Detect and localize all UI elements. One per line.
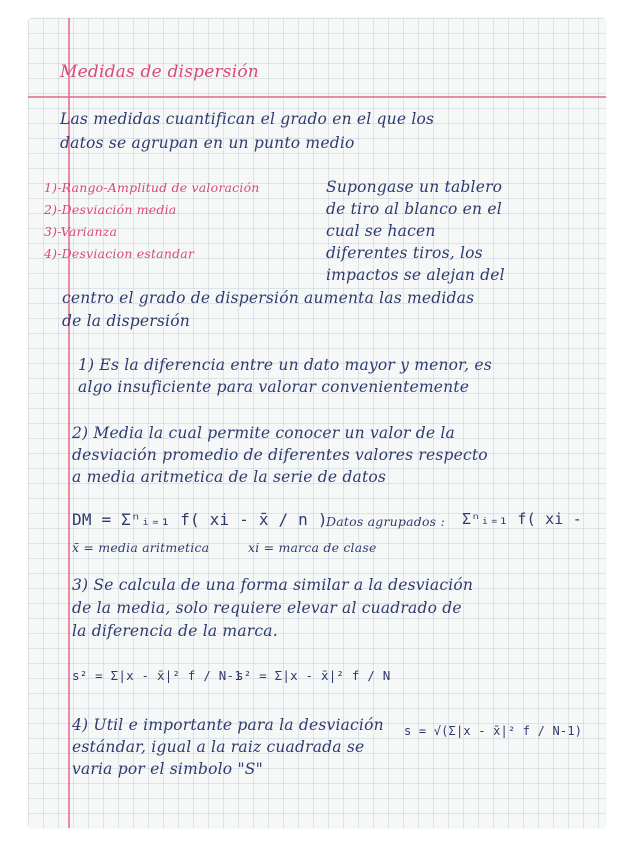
paragraph-line: 2) Media la cual permite conocer un valor de la <box>72 424 455 442</box>
paragraph-line: 4) Util e importante para la desviación <box>72 716 384 734</box>
example-line: Supongase un tablero <box>326 178 503 196</box>
example-line: cual se hacen <box>326 222 436 240</box>
list-item: 1)-Rango-Amplitud de valoración <box>44 180 260 195</box>
example-line: impactos se alejan del <box>326 266 505 284</box>
grouped-data-label: Datos agrupados : <box>326 514 445 529</box>
header-line <box>28 96 606 98</box>
conclusion-line: centro el grado de dispersión aumenta las medidas <box>62 289 475 307</box>
list-item: 4)-Desviacion estandar <box>44 246 195 261</box>
paragraph-line: varia por el simbolo "S" <box>72 760 263 778</box>
paragraph-line: 1) Es la diferencia entre un dato mayor y menor, es <box>78 356 492 374</box>
formula-variance-sample: s² = Σ|x - x̄|² f / N-1 <box>72 668 242 683</box>
paragraph-line: algo insuficiente para valorar convenientemente <box>78 378 470 396</box>
paragraph-line: desviación promedio de diferentes valores respecto <box>72 446 488 464</box>
list-item: 2)-Desviación media <box>44 202 177 217</box>
formula-standard-deviation: s = √(Σ|x - x̄|² f / N-1) <box>404 724 583 738</box>
paragraph-line: la diferencia de la marca. <box>72 622 278 640</box>
list-item: 3)-Varianza <box>44 224 118 239</box>
example-line: de tiro al blanco en el <box>326 200 502 218</box>
formula-grouped: Σⁿᵢ₌₁ f( xi - <box>462 510 582 528</box>
intro-line: datos se agrupan en un punto medio <box>60 134 355 152</box>
example-line: diferentes tiros, los <box>326 244 483 262</box>
paragraph-line: de la media, solo requiere elevar al cuadrado de <box>72 599 462 617</box>
paragraph-line: a media aritmetica de la serie de datos <box>72 468 387 486</box>
paragraph-line: estándar, igual a la raiz cuadrada se <box>72 738 365 756</box>
legend-mean: x̄ = media aritmetica <box>72 540 210 555</box>
formula-variance-population: s² = Σ|x - x̄|² f / N <box>236 668 391 683</box>
intro-line: Las medidas cuantifican el grado en el que los <box>60 110 435 128</box>
legend-class-mark: xi = marca de clase <box>248 540 377 555</box>
paragraph-line: 3) Se calcula de una forma similar a la desviación <box>72 576 474 594</box>
page-title: Medidas de dispersión <box>60 62 259 82</box>
formula-dm: DM = Σⁿᵢ₌₁ f( xi - x̄ / n ) <box>72 510 328 529</box>
conclusion-line: de la dispersión <box>62 312 190 330</box>
